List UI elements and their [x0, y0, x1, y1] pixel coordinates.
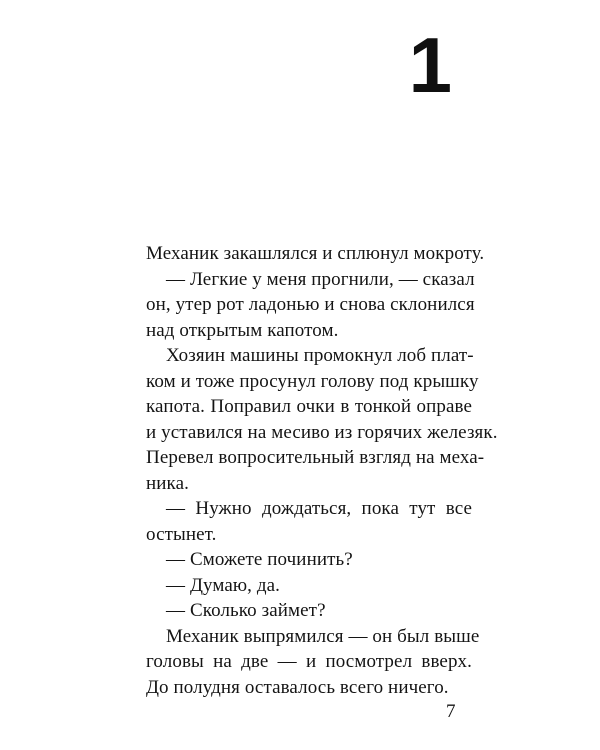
text-line: ком и тоже просунул голову под крышку: [146, 370, 479, 392]
page-number: 7: [446, 701, 456, 722]
text-line: — Сколько займет?: [166, 600, 326, 621]
text-line: — Сможете починить?: [166, 549, 353, 570]
text-line: — Нужно дождаться, пока тут все: [166, 498, 472, 519]
text-line: капота. Поправил очки в тонкой оправе: [146, 396, 472, 417]
text-line: и уставился на месиво из горячих железяк.: [146, 421, 498, 443]
text-line: До полудня оставалось всего ничего.: [146, 676, 449, 698]
text-line: Хозяин машины промокнул лоб плат-: [166, 345, 474, 366]
text-line: ника.: [146, 472, 189, 494]
text-line: Механик закашлялся и сплюнул мокроту.: [146, 243, 485, 264]
text-line: — Думаю, да.: [166, 574, 281, 596]
body-text: [146, 241, 498, 700]
text-line: — Легкие у меня прогнили, — сказал: [166, 268, 475, 290]
text-line: он, утер рот ладонью и снова склонился: [146, 294, 475, 315]
text-line: остынет.: [146, 523, 217, 545]
chapter-number: 1: [408, 21, 452, 109]
text-line: Механик выпрямился — он был выше: [166, 625, 480, 647]
text-line: головы на две — и посмотрел вверх.: [146, 651, 472, 672]
text-line: Перевел вопросительный взгляд на меха-: [146, 447, 485, 468]
text-line: над открытым капотом.: [146, 319, 339, 341]
